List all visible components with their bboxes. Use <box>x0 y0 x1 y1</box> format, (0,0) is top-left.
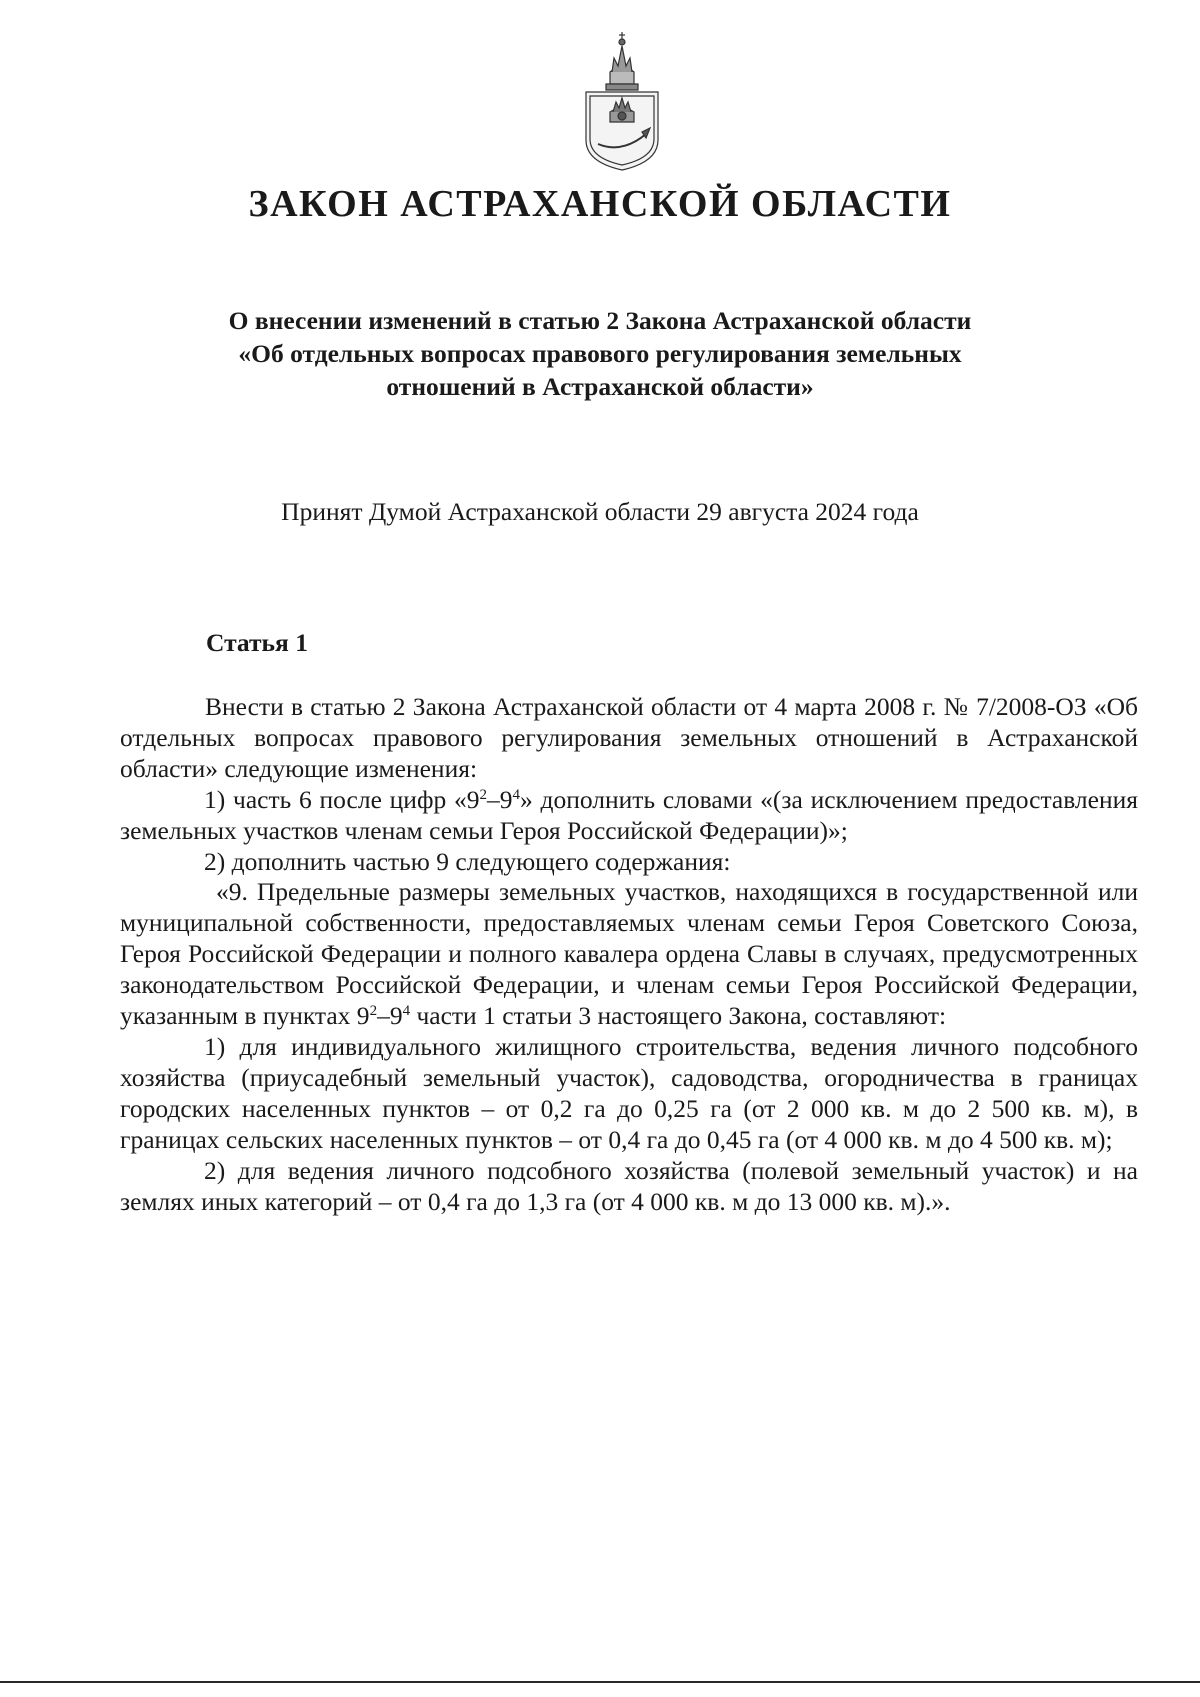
coat-of-arms-icon <box>580 22 664 172</box>
superscript: 2 <box>369 1003 378 1020</box>
text-run: 1) часть 6 после цифр «9 <box>204 784 480 814</box>
amendment-item-1 <box>120 785 1138 847</box>
text-run: –9 <box>377 1001 403 1031</box>
part-9-paragraph <box>120 877 1138 1032</box>
subject-line: «Об отдельных вопросах правового регулирования земельных <box>238 339 962 368</box>
article-body <box>120 692 1138 1217</box>
adoption-statement: Принят Думой Астраханской области 29 августа 2024 года <box>281 497 919 526</box>
text-run: –9 <box>486 784 513 814</box>
footer-divider <box>0 1681 1200 1683</box>
part-9-subitem-2: 2) для ведения личного подсобного хозяйства (полевой земельный участок) и на землях иных категорий – от 0,4 га до 1,3 га (от 4 000 кв. м до 13 000 кв. м).». <box>120 1155 1138 1216</box>
law-title: ЗАКОН АСТРАХАНСКОЙ ОБЛАСТИ <box>248 183 952 225</box>
text-run: «9. Предельные размеры земельных участков, находящихся в государственной или муниципальной собственности, предоставляемых членам семьи Героя Советского Союза, Героя Российской Федерации и полного кавалера ордена Славы в случаях, предусмотренных законодательством Российской Федерации, и членам семьи Героя Российской Федерации, указанным в пунктах 9 <box>120 877 1138 1031</box>
superscript: 4 <box>512 786 520 803</box>
amendment-item-2: 2) дополнить частью 9 следующего содержания: <box>204 846 731 876</box>
superscript: 2 <box>479 786 487 803</box>
superscript: 4 <box>402 1003 411 1020</box>
law-subject <box>180 304 1020 403</box>
subject-line: отношений в Астраханской области» <box>386 372 814 401</box>
part-9-subitem-1: 1) для индивидуального жилищного строительства, ведения личного подсобного хозяйства (приусадебный земельный участок), садоводства, огородничества в границах городских населенных пунктов – от 0,2 га до 0,25 га (от 2 000 кв. м до 2 500 кв. м), в границах сельских населенных пунктов – от 0,4 га до 0,45 га (от 4 000 кв. м до 4 500 кв. м); <box>120 1031 1138 1154</box>
text-run: » дополнить словами «(за исключением предоставления земельных участков членам семьи Героя Российской Федерации)»; <box>120 784 1138 845</box>
intro-paragraph: Внести в статью 2 Закона Астраханской области от 4 марта 2008 г. № 7/2008-ОЗ «Об отдельных вопросах правового регулирования земельных отношений в Астраханской области» следующие изменения: <box>120 692 1138 783</box>
subject-line: О внесении изменений в статью 2 Закона Астраханской области <box>228 306 972 335</box>
text-run: части 1 статьи 3 настоящего Закона, составляют: <box>410 1001 947 1031</box>
article-heading: Статья 1 <box>206 628 308 657</box>
